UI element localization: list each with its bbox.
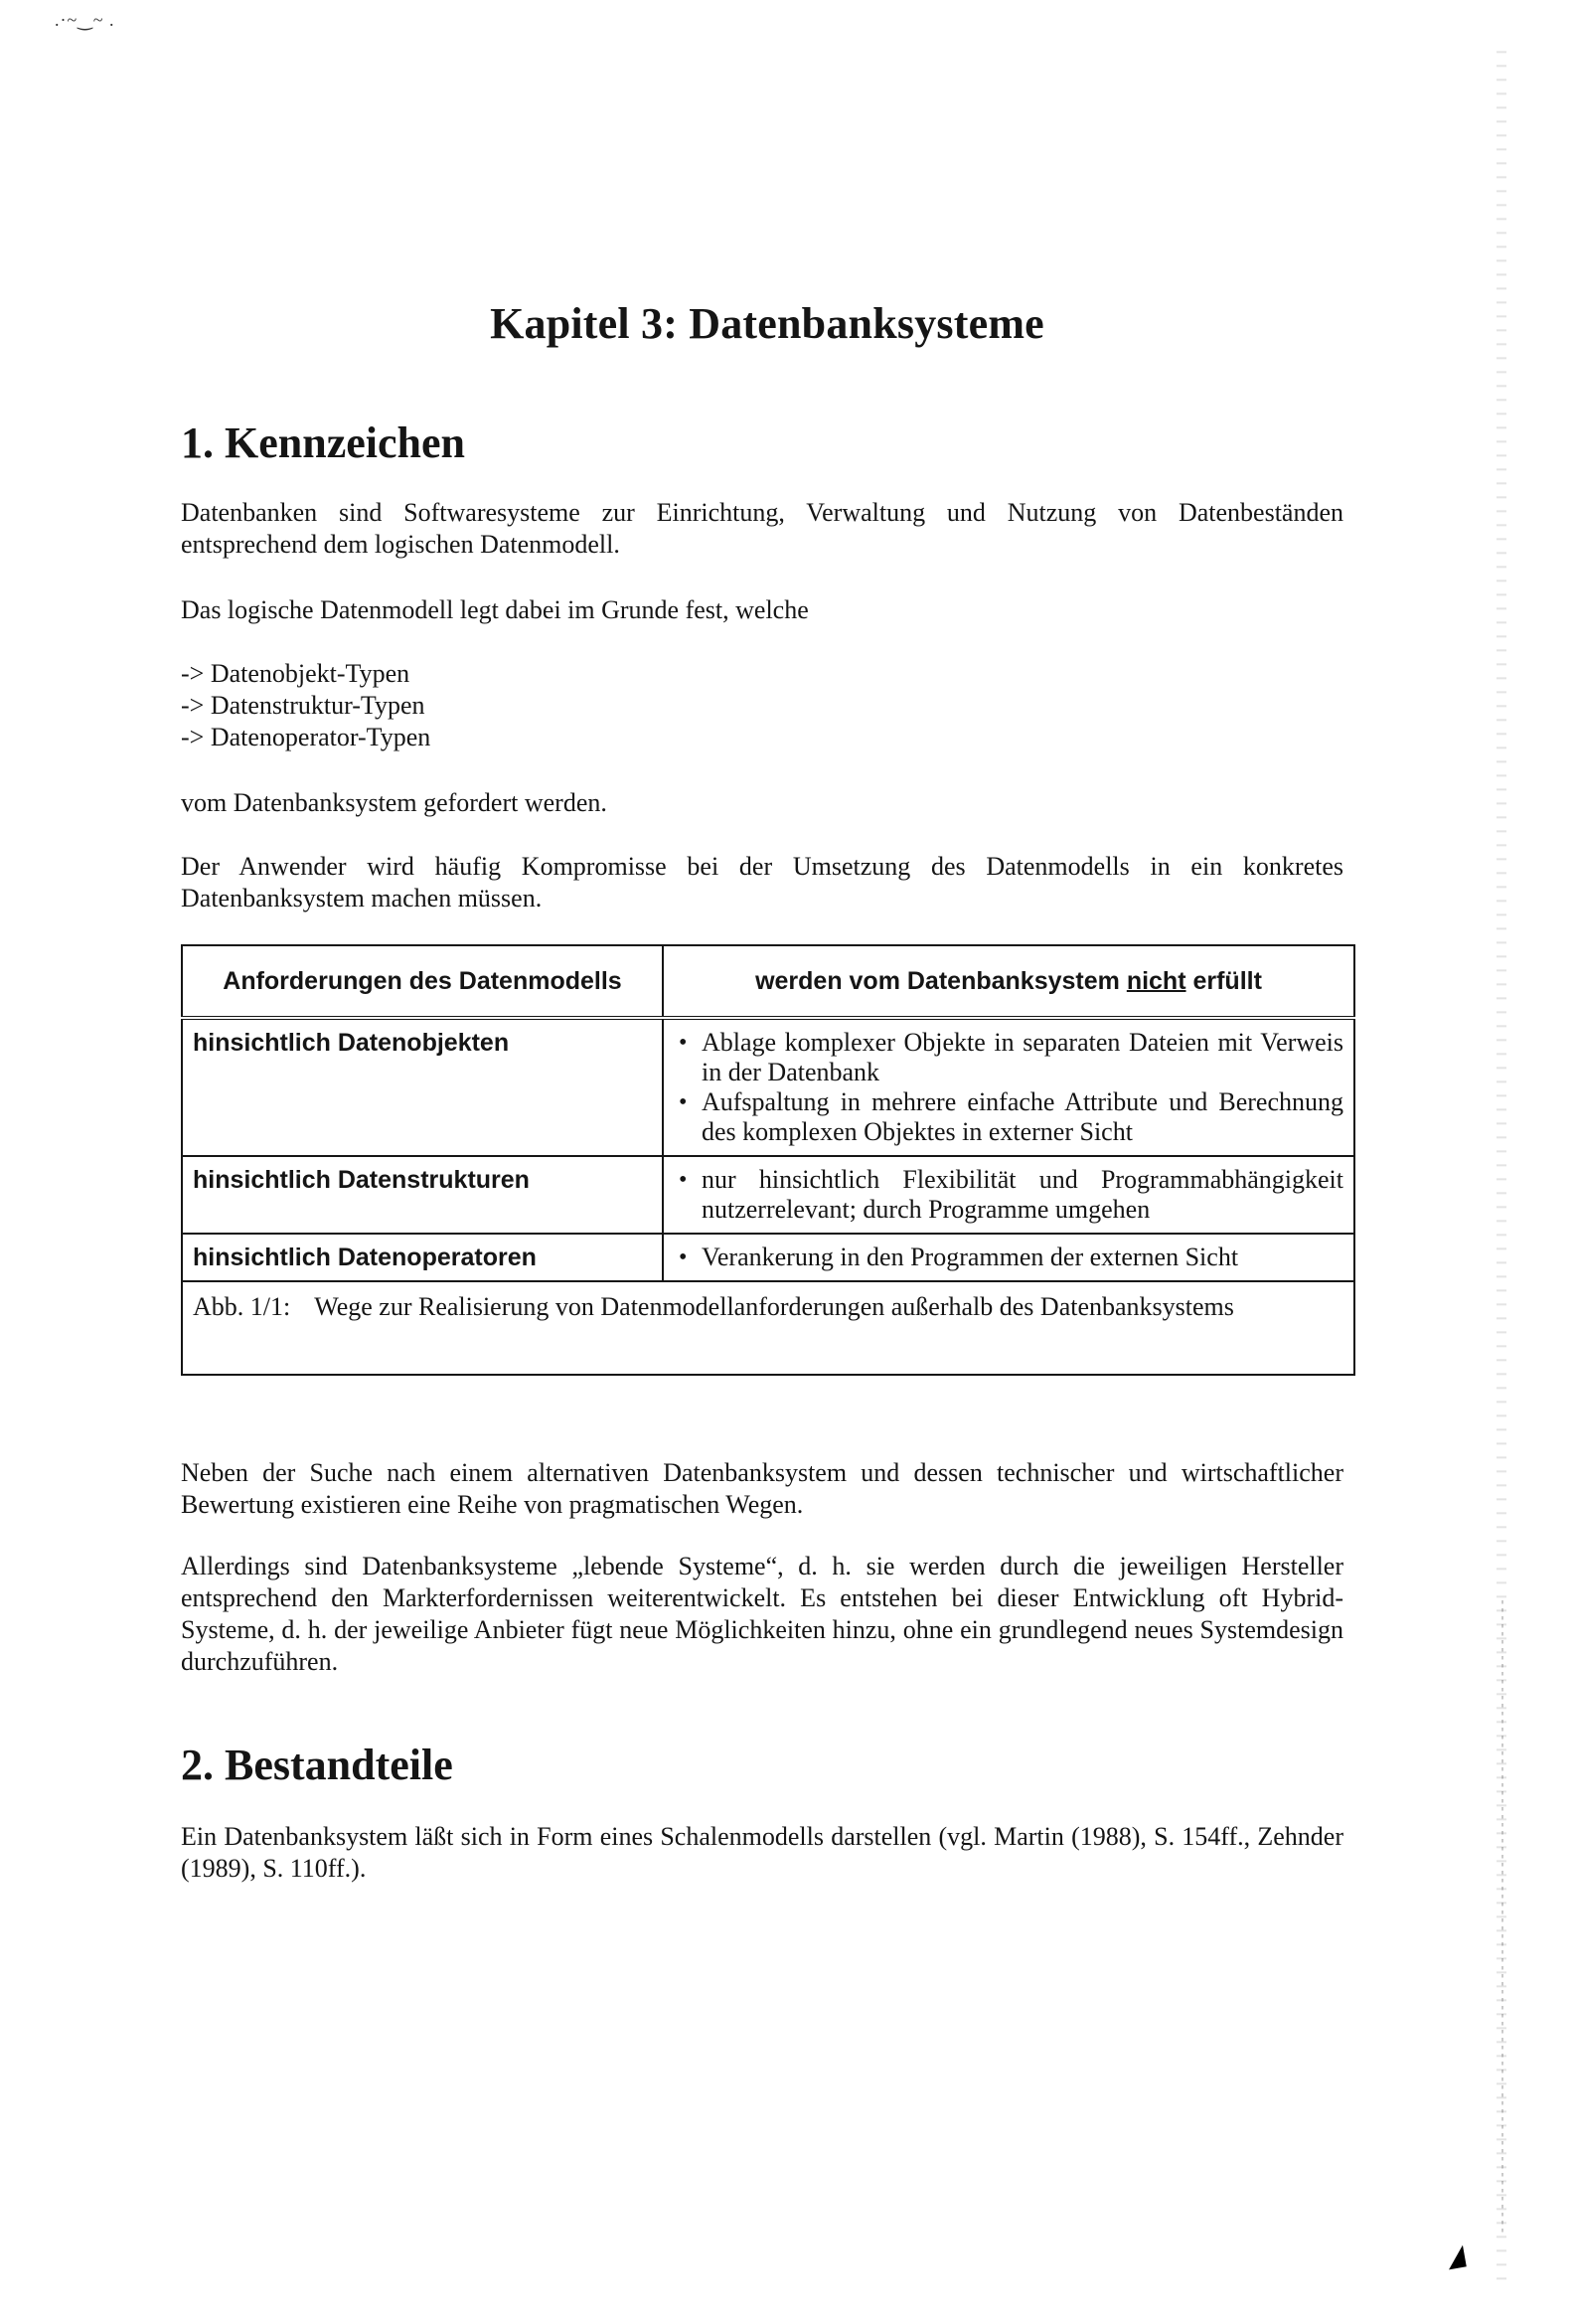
required-by-system-paragraph: vom Datenbanksystem gefordert werden. <box>181 788 607 817</box>
table-row <box>182 1018 1354 1156</box>
chapter-title: Kapitel 3: Datenbanksysteme <box>490 299 1044 348</box>
caption-text: Wege zur Realisierung von Datenmodellanforderungen außerhalb des Datenbanksystems <box>314 1292 1234 1321</box>
row-solutions-datenoperatoren <box>663 1234 1354 1281</box>
table-caption-row <box>182 1281 1354 1375</box>
list-item: -> Datenoperator-Typen <box>181 723 431 751</box>
section-heading-bestandteile: 2. Bestandteile <box>181 1741 453 1789</box>
section-heading-kennzeichen: 1. Kennzeichen <box>181 418 465 467</box>
table-header-requirements: Anforderungen des Datenmodells <box>182 945 663 1018</box>
caption-label: Abb. 1/1: <box>193 1292 291 1321</box>
datatype-list <box>181 658 976 753</box>
model-intro-paragraph: Das logische Datenmodell legt dabei im Grunde fest, welche <box>181 595 809 624</box>
row-solutions-datenstrukturen <box>663 1156 1354 1234</box>
row-label-datenoperatoren: hinsichtlich Datenoperatoren <box>182 1234 663 1281</box>
table-header-row <box>182 945 1354 1018</box>
scan-corner-triangle <box>1445 2245 1467 2270</box>
list-item: -> Datenobjekt-Typen <box>181 659 410 688</box>
row-solutions-datenobjekten <box>663 1018 1354 1156</box>
figure-caption <box>182 1281 1354 1375</box>
row-label-datenstrukturen: hinsichtlich Datenstrukturen <box>182 1156 663 1234</box>
requirements-table <box>181 944 1355 1376</box>
shell-model-paragraph: Ein Datenbanksystem läßt sich in Form eines Schalenmodells darstellen (vgl. Martin (1988), S. 154ff., Zehnder (1989), S. 110ff.). <box>181 1822 1343 1883</box>
solution-item: • Ablage komplexer Objekte in separaten Dateien mit Verweis in der Datenbank <box>674 1028 1343 1087</box>
caption-wrap <box>193 1292 1343 1322</box>
list-item: -> Datenstruktur-Typen <box>181 691 425 720</box>
table-row <box>182 1234 1354 1281</box>
solution-item: • Verankerung in den Programmen der externen Sicht <box>674 1243 1343 1272</box>
definition-paragraph: Datenbanken sind Softwaresysteme zur Einrichtung, Verwaltung und Nutzung von Datenbeständen entsprechend dem logischen Datenmodell. <box>181 498 1343 559</box>
table-row <box>182 1156 1354 1234</box>
living-systems-paragraph: Allerdings sind Datenbanksysteme „lebende Systeme“, d. h. sie werden durch die jeweiligen Hersteller entsprechend den Markterfordernissen weiterentwickelt. Es entstehen bei dieser Entwicklung oft Hybrid-Systeme, d. h. der jeweilige Anbieter fügt neue Möglichkeiten hinzu, ohne ein grundlegend neues Systemdesign durchzuführen. <box>181 1552 1343 1676</box>
header-suffix: erfüllt <box>1185 967 1262 995</box>
pragmatic-ways-paragraph: Neben der Suche nach einem alternativen Datenbanksystem und dessen technischer und wirtschaftlicher Bewertung existieren eine Reihe von pragmatischen Wegen. <box>181 1458 1343 1519</box>
header-emphasis-nicht: nicht <box>1126 967 1186 995</box>
compromise-paragraph: Der Anwender wird häufig Kompromisse bei der Umsetzung des Datenmodells in ein konkretes Datenbanksystem machen müssen. <box>181 852 1343 913</box>
header-prefix: werden vom Datenbanksystem <box>755 967 1127 995</box>
scan-edge-artifact <box>1497 40 1506 2286</box>
solution-item: • nur hinsichtlich Flexibilität und Programmabhängigkeit nutzerrelevant; durch Programme umgehen <box>674 1165 1343 1225</box>
row-label-datenobjekten: hinsichtlich Datenobjekten <box>182 1018 663 1156</box>
table-header-not-fulfilled <box>663 945 1354 1018</box>
scan-corner-mark: .·~‿~ . <box>55 10 115 30</box>
solution-item: • Aufspaltung in mehrere einfache Attribute und Berechnung des komplexen Objektes in externer Sicht <box>674 1087 1343 1147</box>
